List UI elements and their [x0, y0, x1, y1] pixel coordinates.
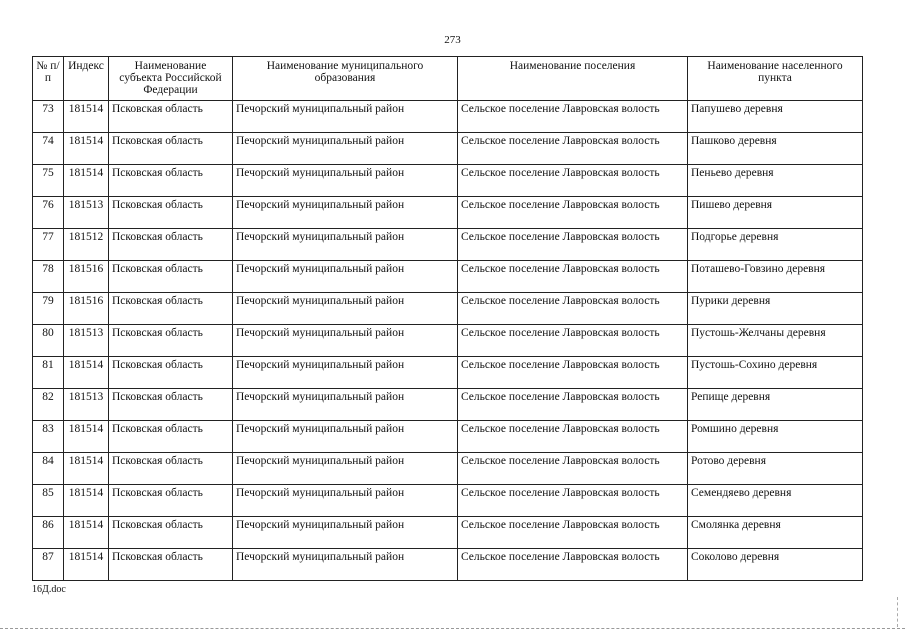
header-locality: Наименование населенного пункта: [688, 57, 863, 101]
cell-municipality: Печорский муниципальный район: [233, 421, 458, 453]
cell-subject: Псковская область: [109, 357, 233, 389]
header-municipality: Наименование муниципального образования: [233, 57, 458, 101]
table-row: [33, 549, 863, 581]
cell-municipality: Печорский муниципальный район: [233, 293, 458, 325]
cell-num: 73: [33, 101, 64, 133]
header-subject: Наименование субъекта Российской Федерации: [109, 57, 233, 101]
cell-municipality: Печорский муниципальный район: [233, 261, 458, 293]
cell-municipality: Печорский муниципальный район: [233, 133, 458, 165]
cell-subject: Псковская область: [109, 485, 233, 517]
header-settlement: Наименование поселения: [458, 57, 688, 101]
cell-index: 181516: [64, 261, 109, 293]
cell-num: 86: [33, 517, 64, 549]
cell-num: 81: [33, 357, 64, 389]
header-index: Индекс: [64, 57, 109, 101]
cell-municipality: Печорский муниципальный район: [233, 197, 458, 229]
table-row: [33, 293, 863, 325]
cell-settlement: Сельское поселение Лавровская волость: [458, 453, 688, 485]
cell-locality: Ротово деревня: [688, 453, 863, 485]
cell-locality: Соколово деревня: [688, 549, 863, 581]
cell-num: 79: [33, 293, 64, 325]
table-body: [33, 101, 863, 581]
cell-num: 76: [33, 197, 64, 229]
cell-locality: Пустошь-Сохино деревня: [688, 357, 863, 389]
cell-subject: Псковская область: [109, 389, 233, 421]
cell-subject: Псковская область: [109, 293, 233, 325]
cell-index: 181516: [64, 293, 109, 325]
cell-num: 77: [33, 229, 64, 261]
cell-index: 181513: [64, 197, 109, 229]
cell-index: 181514: [64, 165, 109, 197]
cell-locality: Поташево-Говзино деревня: [688, 261, 863, 293]
cell-index: 181514: [64, 421, 109, 453]
cell-subject: Псковская область: [109, 197, 233, 229]
cell-locality: Семендяево деревня: [688, 485, 863, 517]
cell-locality: Смолянка деревня: [688, 517, 863, 549]
cell-locality: Репище деревня: [688, 389, 863, 421]
cell-index: 181512: [64, 229, 109, 261]
cell-index: 181513: [64, 389, 109, 421]
scan-edge-mark: [897, 597, 898, 627]
cell-index: 181514: [64, 549, 109, 581]
cell-locality: Пустошь-Желчаны деревня: [688, 325, 863, 357]
cell-subject: Псковская область: [109, 421, 233, 453]
cell-municipality: Печорский муниципальный район: [233, 389, 458, 421]
footer-file-name: 16Д.doc: [32, 584, 66, 595]
cell-index: 181514: [64, 517, 109, 549]
cell-settlement: Сельское поселение Лавровская волость: [458, 325, 688, 357]
cell-subject: Псковская область: [109, 101, 233, 133]
table-row: [33, 357, 863, 389]
cell-settlement: Сельское поселение Лавровская волость: [458, 421, 688, 453]
header-row: [33, 57, 863, 101]
table-row: [33, 389, 863, 421]
page-number: 273: [444, 34, 461, 46]
table-header: [33, 57, 863, 101]
cell-num: 75: [33, 165, 64, 197]
cell-municipality: Печорский муниципальный район: [233, 453, 458, 485]
table-row: [33, 517, 863, 549]
registry-table: [32, 56, 863, 581]
cell-settlement: Сельское поселение Лавровская волость: [458, 293, 688, 325]
cell-settlement: Сельское поселение Лавровская волость: [458, 133, 688, 165]
cell-settlement: Сельское поселение Лавровская волость: [458, 197, 688, 229]
cell-municipality: Печорский муниципальный район: [233, 325, 458, 357]
cell-municipality: Печорский муниципальный район: [233, 485, 458, 517]
cell-locality: Папушево деревня: [688, 101, 863, 133]
table-row: [33, 165, 863, 197]
cell-index: 181514: [64, 133, 109, 165]
table-row: [33, 485, 863, 517]
cell-locality: Подгорье деревня: [688, 229, 863, 261]
cell-settlement: Сельское поселение Лавровская волость: [458, 517, 688, 549]
cell-subject: Псковская область: [109, 549, 233, 581]
cell-settlement: Сельское поселение Лавровская волость: [458, 357, 688, 389]
table-row: [33, 453, 863, 485]
cell-subject: Псковская область: [109, 261, 233, 293]
scan-edge-line: [0, 628, 905, 629]
cell-index: 181514: [64, 485, 109, 517]
header-num: № п/п: [33, 57, 64, 101]
cell-index: 181514: [64, 453, 109, 485]
cell-municipality: Печорский муниципальный район: [233, 357, 458, 389]
cell-num: 80: [33, 325, 64, 357]
cell-num: 82: [33, 389, 64, 421]
cell-num: 87: [33, 549, 64, 581]
table-row: [33, 261, 863, 293]
cell-locality: Ромшино деревня: [688, 421, 863, 453]
table-row: [33, 325, 863, 357]
cell-index: 181514: [64, 357, 109, 389]
cell-municipality: Печорский муниципальный район: [233, 101, 458, 133]
cell-settlement: Сельское поселение Лавровская волость: [458, 389, 688, 421]
table-row: [33, 421, 863, 453]
cell-settlement: Сельское поселение Лавровская волость: [458, 101, 688, 133]
cell-index: 181513: [64, 325, 109, 357]
cell-municipality: Печорский муниципальный район: [233, 165, 458, 197]
cell-subject: Псковская область: [109, 229, 233, 261]
cell-num: 78: [33, 261, 64, 293]
cell-num: 83: [33, 421, 64, 453]
cell-locality: Пурики деревня: [688, 293, 863, 325]
cell-settlement: Сельское поселение Лавровская волость: [458, 549, 688, 581]
table-row: [33, 101, 863, 133]
cell-locality: Пашково деревня: [688, 133, 863, 165]
cell-num: 85: [33, 485, 64, 517]
cell-subject: Псковская область: [109, 325, 233, 357]
table-row: [33, 197, 863, 229]
cell-subject: Псковская область: [109, 453, 233, 485]
cell-municipality: Печорский муниципальный район: [233, 229, 458, 261]
cell-settlement: Сельское поселение Лавровская волость: [458, 485, 688, 517]
cell-municipality: Печорский муниципальный район: [233, 549, 458, 581]
cell-num: 74: [33, 133, 64, 165]
cell-index: 181514: [64, 101, 109, 133]
cell-locality: Пеньево деревня: [688, 165, 863, 197]
cell-settlement: Сельское поселение Лавровская волость: [458, 229, 688, 261]
cell-num: 84: [33, 453, 64, 485]
cell-settlement: Сельское поселение Лавровская волость: [458, 165, 688, 197]
table-row: [33, 133, 863, 165]
cell-settlement: Сельское поселение Лавровская волость: [458, 261, 688, 293]
cell-subject: Псковская область: [109, 165, 233, 197]
cell-subject: Псковская область: [109, 133, 233, 165]
cell-municipality: Печорский муниципальный район: [233, 517, 458, 549]
table-row: [33, 229, 863, 261]
cell-locality: Пишево деревня: [688, 197, 863, 229]
cell-subject: Псковская область: [109, 517, 233, 549]
